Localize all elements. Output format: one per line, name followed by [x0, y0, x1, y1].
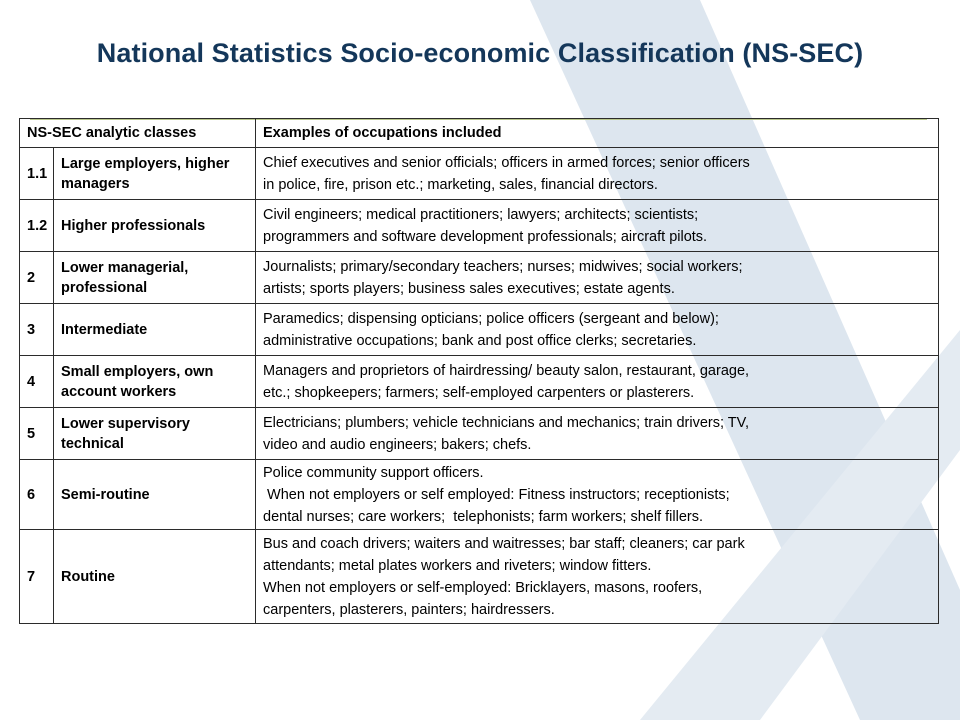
occupation-examples: [256, 148, 939, 200]
nssec-table: [19, 118, 939, 624]
occupation-examples: [256, 200, 939, 252]
occupation-examples: [256, 530, 939, 624]
occupation-examples: [256, 356, 939, 408]
example-line: Journalists; primary/secondary teachers; nurses; midwives; social workers;: [263, 258, 743, 275]
example-line: Civil engineers; medical practitioners; lawyers; architects; scientists;: [263, 206, 699, 223]
occupation-examples: [256, 460, 939, 530]
example-line: dental nurses; care workers; telephonists; farm workers; shelf fillers.: [263, 508, 704, 525]
example-line: in police, fire, prison etc.; marketing, sales, financial directors.: [263, 176, 658, 193]
class-name: Lower supervisory technical: [54, 408, 256, 460]
class-name: Semi-routine: [54, 460, 256, 530]
class-number: 1.2: [20, 200, 54, 252]
class-name: Large employers, higher managers: [54, 148, 256, 200]
example-line: Paramedics; dispensing opticians; police officers (sergeant and below);: [263, 310, 719, 327]
example-line: attendants; metal plates workers and riveters; window fitters.: [263, 557, 652, 574]
table-row: [20, 356, 939, 408]
class-number: 3: [20, 304, 54, 356]
page-title: National Statistics Socio-economic Classification (NS-SEC): [96, 38, 864, 68]
class-name: Routine: [54, 530, 256, 624]
example-line: video and audio engineers; bakers; chefs.: [263, 436, 532, 453]
table-header-row: [20, 119, 939, 148]
example-line: Electricians; plumbers; vehicle technicians and mechanics; train drivers; TV,: [263, 414, 749, 431]
table-row: [20, 460, 939, 530]
example-line: programmers and software development professionals; aircraft pilots.: [263, 228, 708, 245]
example-line: etc.; shopkeepers; farmers; self-employed carpenters or plasterers.: [263, 384, 695, 401]
table-row: [20, 252, 939, 304]
example-line: Managers and proprietors of hairdressing/ beauty salon, restaurant, garage,: [263, 362, 750, 379]
occupation-examples: [256, 304, 939, 356]
class-number: 5: [20, 408, 54, 460]
class-name: Higher professionals: [54, 200, 256, 252]
header-classes: NS-SEC analytic classes: [20, 119, 256, 148]
example-line: carpenters, plasterers, painters; hairdressers.: [263, 601, 555, 618]
table-row: [20, 408, 939, 460]
header-examples: Examples of occupations included: [256, 119, 939, 148]
table-row: [20, 200, 939, 252]
example-line: Bus and coach drivers; waiters and waitresses; bar staff; cleaners; car park: [263, 535, 745, 552]
example-line: When not employers or self-employed: Bricklayers, masons, roofers,: [263, 579, 703, 596]
class-number: 7: [20, 530, 54, 624]
example-line: artists; sports players; business sales executives; estate agents.: [263, 280, 675, 297]
table-row: [20, 148, 939, 200]
class-name: Small employers, own account workers: [54, 356, 256, 408]
table-row: [20, 530, 939, 624]
table-body: [20, 148, 939, 624]
class-number: 6: [20, 460, 54, 530]
class-number: 2: [20, 252, 54, 304]
example-line: Police community support officers.: [263, 464, 484, 481]
example-line: Chief executives and senior officials; officers in armed forces; senior officers: [263, 154, 750, 171]
table-row: [20, 304, 939, 356]
class-name: Intermediate: [54, 304, 256, 356]
occupation-examples: [256, 408, 939, 460]
class-number: 4: [20, 356, 54, 408]
occupation-examples: [256, 252, 939, 304]
class-number: 1.1: [20, 148, 54, 200]
class-name: Lower managerial, professional: [54, 252, 256, 304]
example-line: When not employers or self employed: Fitness instructors; receptionists;: [263, 486, 730, 503]
example-line: administrative occupations; bank and post office clerks; secretaries.: [263, 332, 697, 349]
